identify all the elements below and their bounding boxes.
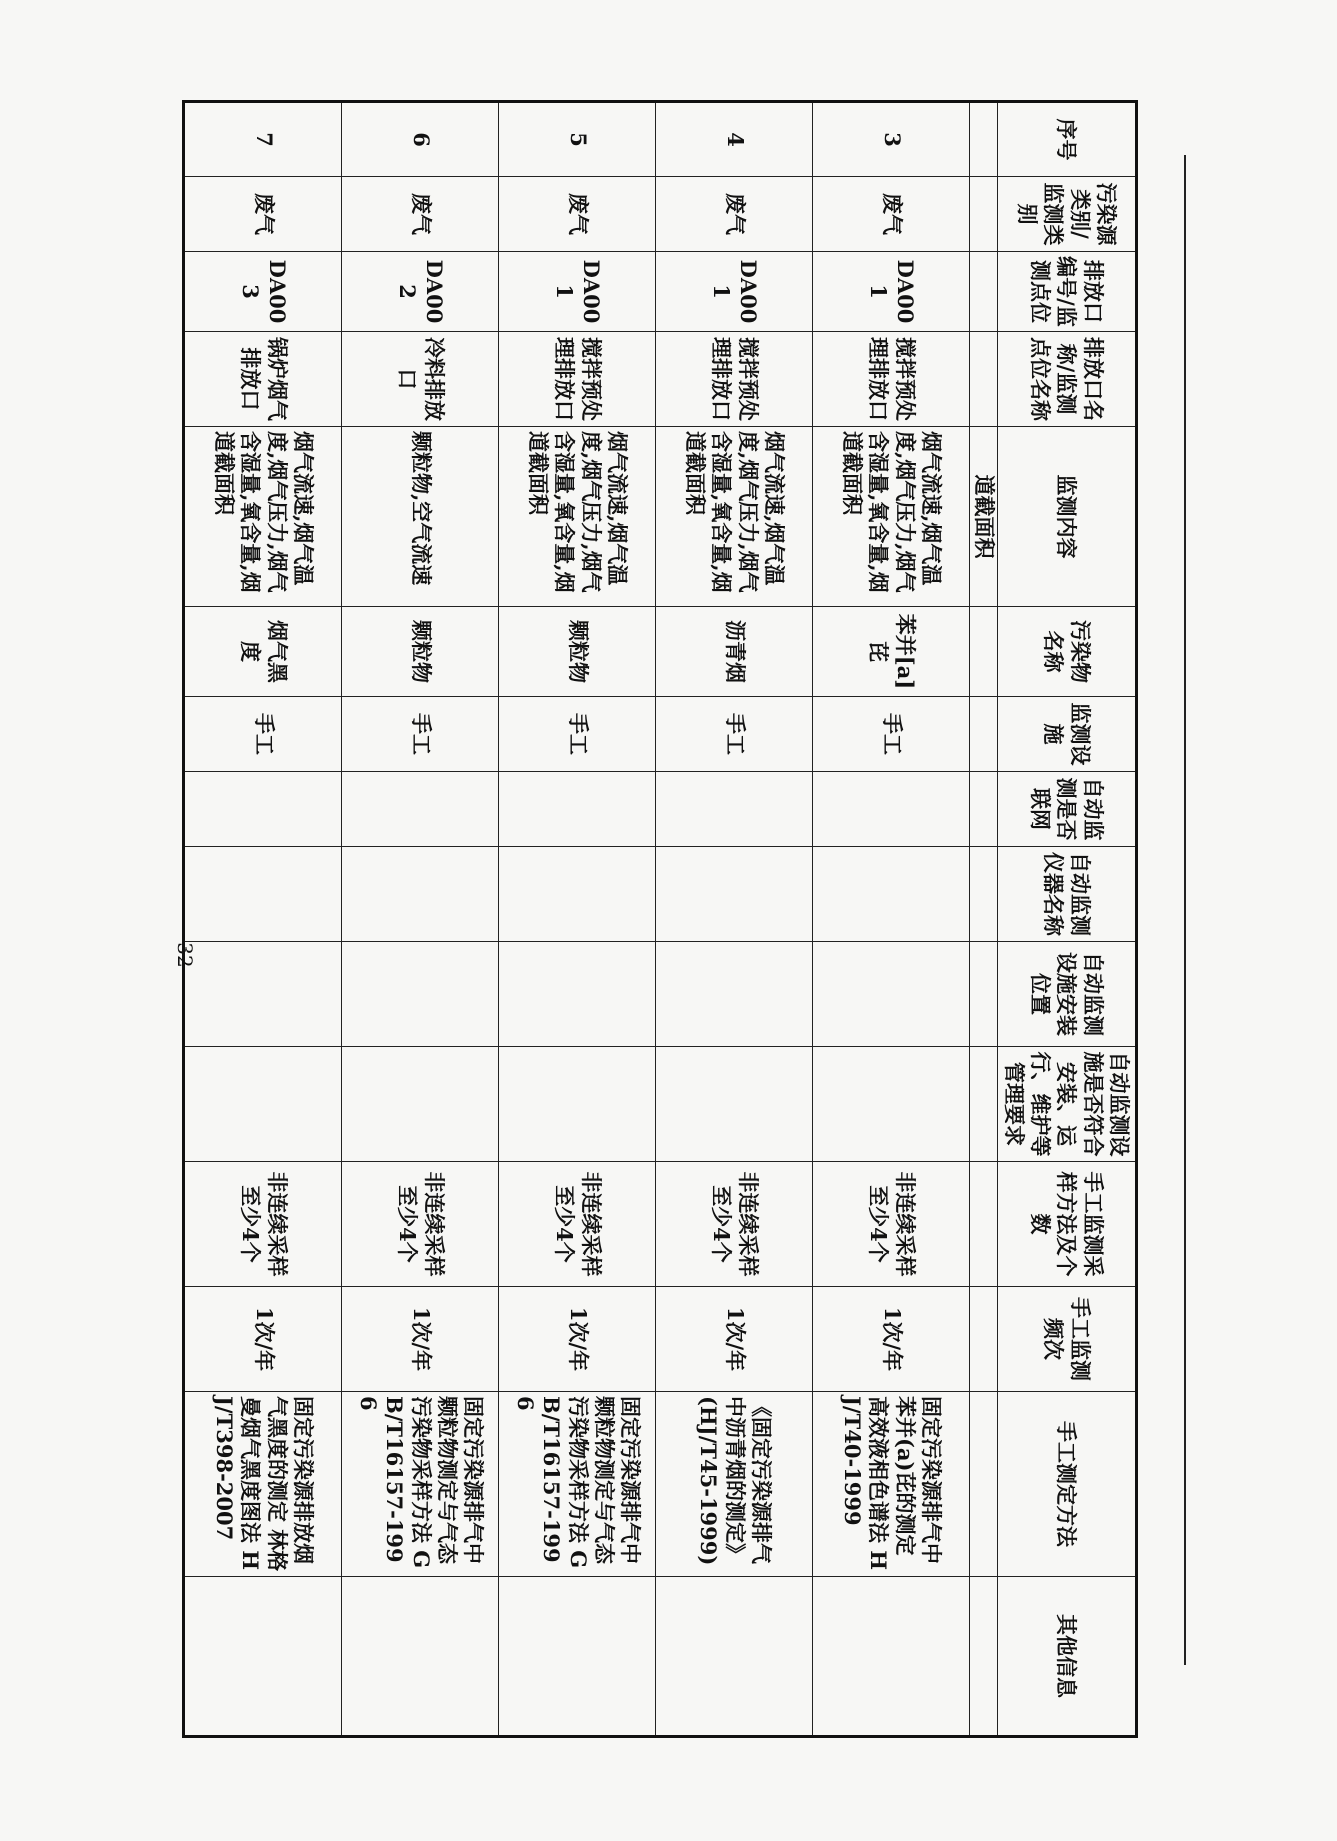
table-row bbox=[184, 102, 342, 1737]
cell-content: 烟气流速,烟气温度,烟气压力,烟气含湿量,氧含量,烟道截面积 bbox=[656, 427, 813, 607]
cell-pollutant: 颗粒物 bbox=[342, 607, 499, 697]
header-cell: 污染源类别/监测类别 bbox=[997, 177, 1136, 252]
cell-outlet-name: 锅炉烟气排放口 bbox=[184, 332, 342, 427]
cell-other bbox=[184, 1577, 342, 1737]
cell-sampling: 非连续采样 至少4个 bbox=[499, 1162, 656, 1287]
cell-freq: 1次/年 bbox=[342, 1287, 499, 1392]
cell-category: 废气 bbox=[184, 177, 342, 252]
cell-content: 烟气流速,烟气温度,烟气压力,烟气含湿量,氧含量,烟道截面积 bbox=[813, 427, 970, 607]
monitoring-table bbox=[183, 100, 1139, 1738]
cell-auto-pos bbox=[499, 942, 656, 1047]
header-cell: 手工测定方法 bbox=[997, 1392, 1136, 1577]
cell-auto-pos bbox=[656, 942, 813, 1047]
cell-outlet-no: DA001 bbox=[499, 252, 656, 332]
header-cell: 监测内容 bbox=[997, 427, 1136, 607]
page-number: 32 bbox=[173, 942, 197, 968]
cell-facility: 手工 bbox=[499, 697, 656, 772]
cell-pollutant: 苯并[a]芘 bbox=[813, 607, 970, 697]
cell-content: 颗粒物,空气流速 bbox=[342, 427, 499, 607]
cell-auto-name bbox=[184, 847, 342, 942]
cell-no: 7 bbox=[184, 102, 342, 177]
cell-no: 4 bbox=[656, 102, 813, 177]
cell-method: 固定污染源排气中颗粒物测定与气态污染物采样方法 GB/T16157-1996 bbox=[499, 1392, 656, 1577]
cell-pollutant: 沥青烟 bbox=[656, 607, 813, 697]
header-cell: 监测设施 bbox=[997, 697, 1136, 772]
cell-auto-net bbox=[813, 772, 970, 847]
cell-outlet-no: DA003 bbox=[184, 252, 342, 332]
cell-outlet-no: DA001 bbox=[813, 252, 970, 332]
cell-facility: 手工 bbox=[656, 697, 813, 772]
cell-freq: 1次/年 bbox=[499, 1287, 656, 1392]
cell-auto-name bbox=[813, 847, 970, 942]
cell-category: 废气 bbox=[499, 177, 656, 252]
continuation-row bbox=[970, 102, 997, 1737]
header-cell: 自动监测仪器名称 bbox=[997, 847, 1136, 942]
cell-facility: 手工 bbox=[813, 697, 970, 772]
cell-method: 固定污染源排气中苯并(a)芘的测定 高效液相色谱法 HJ/T40-1999 bbox=[813, 1392, 970, 1577]
cell-pollutant: 烟气黑度 bbox=[184, 607, 342, 697]
cell-outlet-name: 搅拌预处理排放口 bbox=[656, 332, 813, 427]
cell-facility: 手工 bbox=[342, 697, 499, 772]
cell-outlet-name: 冷料排放口 bbox=[342, 332, 499, 427]
cell-sampling: 非连续采样 至少4个 bbox=[184, 1162, 342, 1287]
cell-auto-name bbox=[342, 847, 499, 942]
header-cell: 排放口编号/监测点位 bbox=[997, 252, 1136, 332]
cell-sampling: 非连续采样 至少4个 bbox=[813, 1162, 970, 1287]
cell-no: 3 bbox=[813, 102, 970, 177]
table-row bbox=[656, 102, 813, 1737]
cell-no: 6 bbox=[342, 102, 499, 177]
cell-outlet-name: 搅拌预处理排放口 bbox=[499, 332, 656, 427]
cell-auto-req bbox=[813, 1047, 970, 1162]
cell-auto-pos bbox=[813, 942, 970, 1047]
header-cell: 手工监测采样方法及个数 bbox=[997, 1162, 1136, 1287]
cell-method: 《固定污染源排气中沥青烟的测定》(HJ/T45-1999) bbox=[656, 1392, 813, 1577]
table-row bbox=[342, 102, 499, 1737]
cell-outlet-no: DA001 bbox=[656, 252, 813, 332]
cell-category: 废气 bbox=[813, 177, 970, 252]
cell-auto-req bbox=[499, 1047, 656, 1162]
table-row bbox=[813, 102, 970, 1737]
cell-method: 固定污染源排气中颗粒物测定与气态污染物采样方法 GB/T16157-1996 bbox=[342, 1392, 499, 1577]
cell-other bbox=[342, 1577, 499, 1737]
cell-other bbox=[813, 1577, 970, 1737]
cell-auto-pos bbox=[342, 942, 499, 1047]
cell-category: 废气 bbox=[342, 177, 499, 252]
cell-auto-req bbox=[184, 1047, 342, 1162]
header-cell: 排放口名称/监测点位名称 bbox=[997, 332, 1136, 427]
page-margin-rule bbox=[1184, 155, 1186, 1665]
cell-sampling: 非连续采样 至少4个 bbox=[342, 1162, 499, 1287]
cell-content: 烟气流速,烟气温度,烟气压力,烟气含湿量,氧含量,烟道截面积 bbox=[184, 427, 342, 607]
continuation-text: 道截面积 bbox=[970, 427, 997, 607]
cell-auto-net bbox=[656, 772, 813, 847]
cell-auto-name bbox=[656, 847, 813, 942]
cell-pollutant: 颗粒物 bbox=[499, 607, 656, 697]
cell-auto-req bbox=[342, 1047, 499, 1162]
cell-auto-name bbox=[499, 847, 656, 942]
cell-other bbox=[656, 1577, 813, 1737]
table-header-row bbox=[997, 102, 1136, 1737]
cell-auto-req bbox=[656, 1047, 813, 1162]
cell-freq: 1次/年 bbox=[656, 1287, 813, 1392]
cell-auto-net bbox=[184, 772, 342, 847]
header-cell: 其他信息 bbox=[997, 1577, 1136, 1737]
cell-sampling: 非连续采样 至少4个 bbox=[656, 1162, 813, 1287]
table-row bbox=[499, 102, 656, 1737]
cell-other bbox=[499, 1577, 656, 1737]
cell-facility: 手工 bbox=[184, 697, 342, 772]
header-cell: 手工监测频次 bbox=[997, 1287, 1136, 1392]
cell-freq: 1次/年 bbox=[813, 1287, 970, 1392]
cell-no: 5 bbox=[499, 102, 656, 177]
cell-auto-pos bbox=[184, 942, 342, 1047]
table-body bbox=[184, 102, 970, 1737]
header-cell: 污染物名称 bbox=[997, 607, 1136, 697]
cell-outlet-name: 搅拌预处理排放口 bbox=[813, 332, 970, 427]
cell-category: 废气 bbox=[656, 177, 813, 252]
cell-freq: 1次/年 bbox=[184, 1287, 342, 1392]
header-cell: 自动监测是否联网 bbox=[997, 772, 1136, 847]
cell-outlet-no: DA002 bbox=[342, 252, 499, 332]
header-cell: 自动监测设施安装位置 bbox=[997, 942, 1136, 1047]
cell-method: 固定污染源排放烟气黑度的测定 林格曼烟气黑度图法 HJ/T398-2007 bbox=[184, 1392, 342, 1577]
cell-auto-net bbox=[342, 772, 499, 847]
cell-content: 烟气流速,烟气温度,烟气压力,烟气含湿量,氧含量,烟道截面积 bbox=[499, 427, 656, 607]
header-cell: 序号 bbox=[997, 102, 1136, 177]
cell-auto-net bbox=[499, 772, 656, 847]
header-cell: 自动监测设施是否符合安装、运行、维护等管理要求 bbox=[997, 1047, 1136, 1162]
